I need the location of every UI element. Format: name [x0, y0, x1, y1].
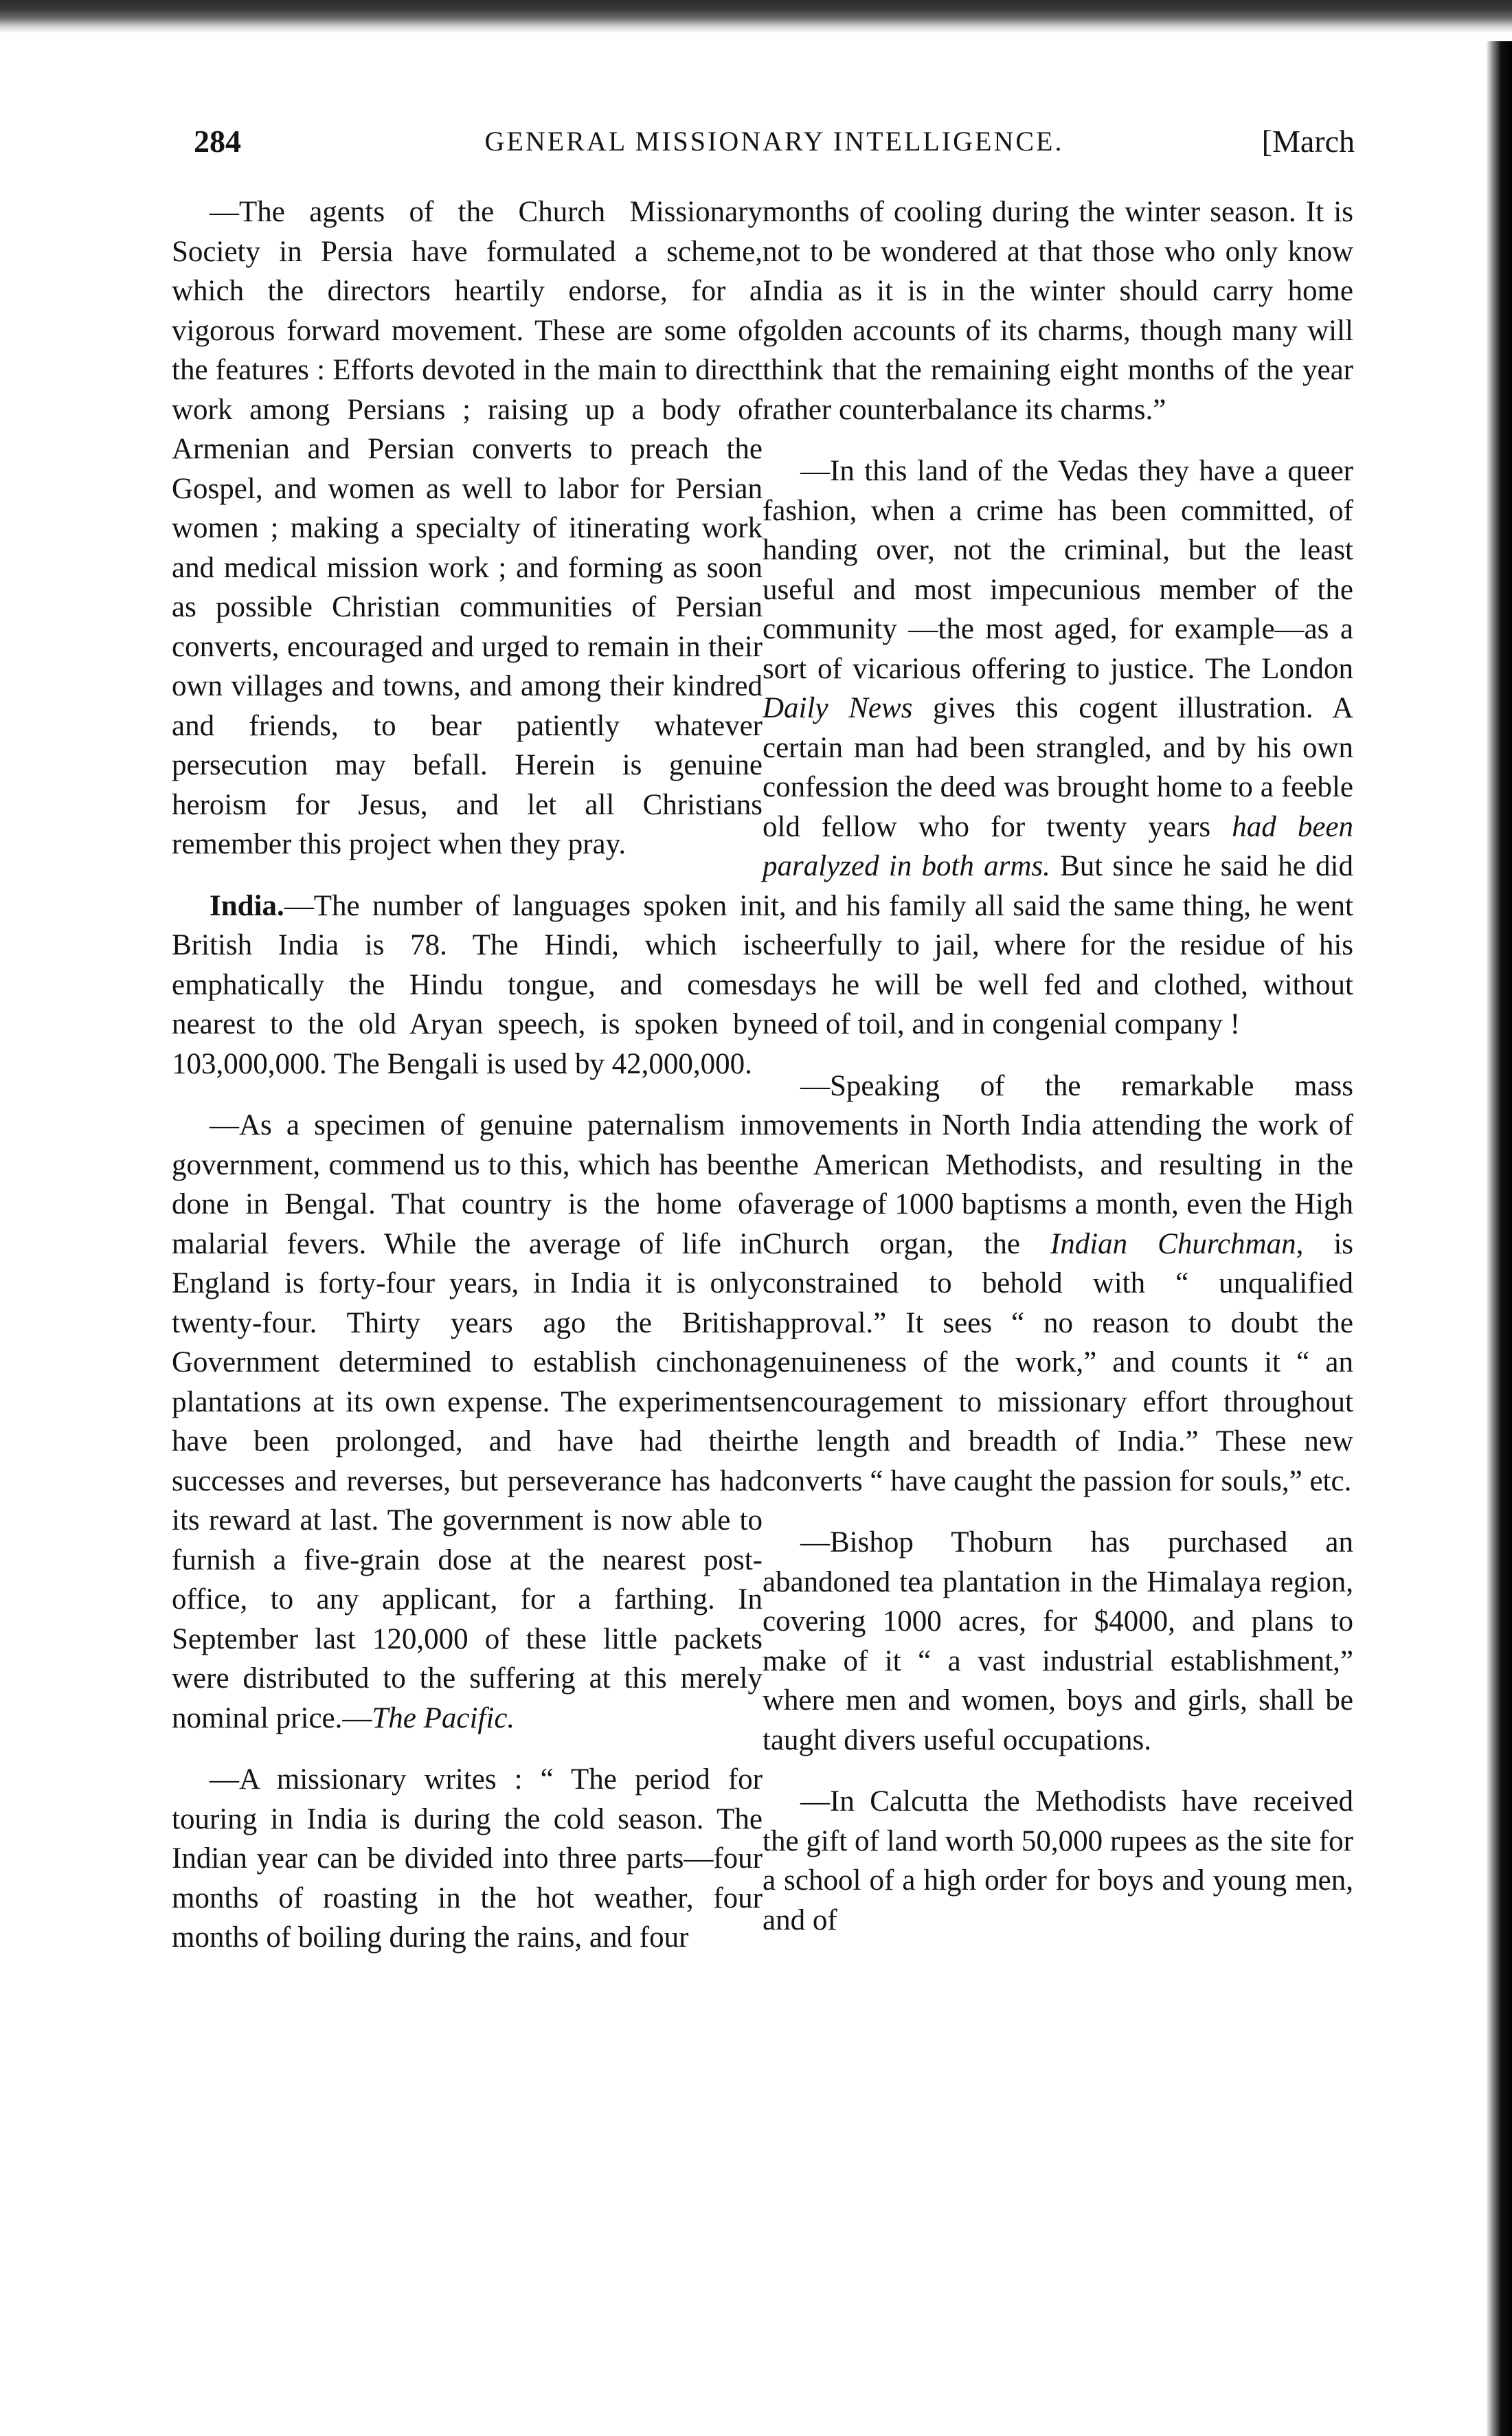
- mass-movements-text-a: —Speaking of the remarkable mass movements in North India attending the work of the American Methodists, and resulting in the average of 1000 baptisms a month, even the High Church organ, the: [763, 1069, 1353, 1260]
- paragraph-touring-continued: months of cooling during the winter season. It is not to be wondered at that those who only know India as it is in the winter should carry home golden accounts of its charms, though many will think that the remaining eight months of the year rather counterbalance its charms.”: [763, 196, 1353, 426]
- right-column: [763, 192, 1353, 1962]
- vedas-italic-phrase: had been paralyzed in both arms.: [763, 810, 1354, 882]
- paragraph-cinchona: [172, 1106, 763, 1738]
- newspaper-name-daily-news: Daily News: [763, 692, 913, 724]
- paragraph-calcutta: —In Calcutta the Methodists have received the gift of land worth 50,000 rupees as the site for a school of a high order for boys and young men, and of: [763, 1785, 1353, 1936]
- paragraph-persia: —The agents of the Church Missionary Society in Persia have formulated a scheme, which the directors heartily endorse, for a vigorous forward movement. These are some of the features : Efforts devoted in the main to direct work among Persians ; raising up a body of Armenian and Persian converts to preach the Gospel, and women as well to labor for Persian women ; making a specialty of itinerating work and medical mission work ; and forming as soon as possible Christian communities of Persian converts, encouraged and urged to remain in their own villages and towns, and among their kindred and friends, to bear patiently whatever persecution may befall. Herein is genuine heroism for Jesus, and let all Christians remember this project when they pray.: [172, 196, 763, 860]
- vedas-text-a: —In this land of the Vedas they have a queer fashion, when a crime has been committed, of handing over, not the criminal, but the least useful and most impecunious member of the community —the most aged, for example—as a sort of vicarious offering to justice. The London: [763, 455, 1353, 685]
- source-citation: The Pacific.: [372, 1701, 515, 1734]
- newspaper-name-indian-churchman: Indian Churchman,: [1050, 1227, 1304, 1260]
- issue-month: [March: [1261, 124, 1355, 159]
- page-header: [194, 114, 1355, 169]
- page-number: 284: [194, 124, 241, 159]
- scan-edge-top: [0, 0, 1512, 33]
- india-languages-text: —The number of languages spoken in British India is 78. The Hindi, which is emphatically the Hindu tongue, and comes nearest to the old Aryan speech, is spoken by 103,000,000. The Bengali is used by 42,000,000.: [172, 889, 763, 1080]
- cinchona-text: —As a specimen of genuine paternalism in government, commend us to this, which has been done in Bengal. That country is the home of malarial fevers. While the average of life in England is forty-four years, in India it is only twenty-four. Thirty years ago the British Government determined to establish cinchona plantations at its own expense. The experiments have been prolonged, and have had their successes and reverses, but perseverance has had its reward at last. The government is now able to furnish a five-grain dose at the nearest post-office, to any applicant, for a farthing. In September last 120,000 of these little packets were distributed to the suffering at this merely nominal price.—: [172, 1109, 763, 1734]
- mass-movements-text-b: is constrained to behold with “ unqualified approval.” It sees “ no reason to doubt the genuineness of the work,” and counts it “ an encouragement to missionary effort throughout the length and breadth of India.” These new converts “ have caught the passion for souls,” etc.: [763, 1227, 1354, 1497]
- vedas-text-c: But since he said he did it, and his family all said the same thing, he went cheerfully to jail, where for the residue of his days he will be well fed and clothed, without need of toil, and in congenial company !: [763, 850, 1353, 1040]
- section-heading-india: India.: [210, 889, 284, 922]
- left-column: [172, 192, 763, 1980]
- scan-edge-right: [1486, 41, 1512, 2436]
- vedas-text-b: gives this cogent illustration. A certain man had been strangled, and by his own confession the deed was brought home to a feeble old fellow who for twenty years: [763, 692, 1353, 843]
- paragraph-touring: —A missionary writes : “ The period for touring in India is during the cold season. The Indian year can be divided into three parts—four months of roasting in the hot weather, four months of boiling during the rains, and four: [172, 1763, 763, 1954]
- paragraph-mass-movements: [763, 1066, 1353, 1501]
- running-title: GENERAL MISSIONARY INTELLIGENCE.: [484, 126, 1064, 157]
- paragraph-thoburn: —Bishop Thoburn has purchased an abandoned tea plantation in the Himalaya region, covering 1000 acres, for $4000, and plans to make of it “ a vast industrial establishment,” where men and women, boys and girls, shall be taught divers useful occupations.: [763, 1526, 1353, 1756]
- paragraph-vedas: [763, 451, 1353, 1044]
- paragraph-india-languages: [172, 886, 763, 1084]
